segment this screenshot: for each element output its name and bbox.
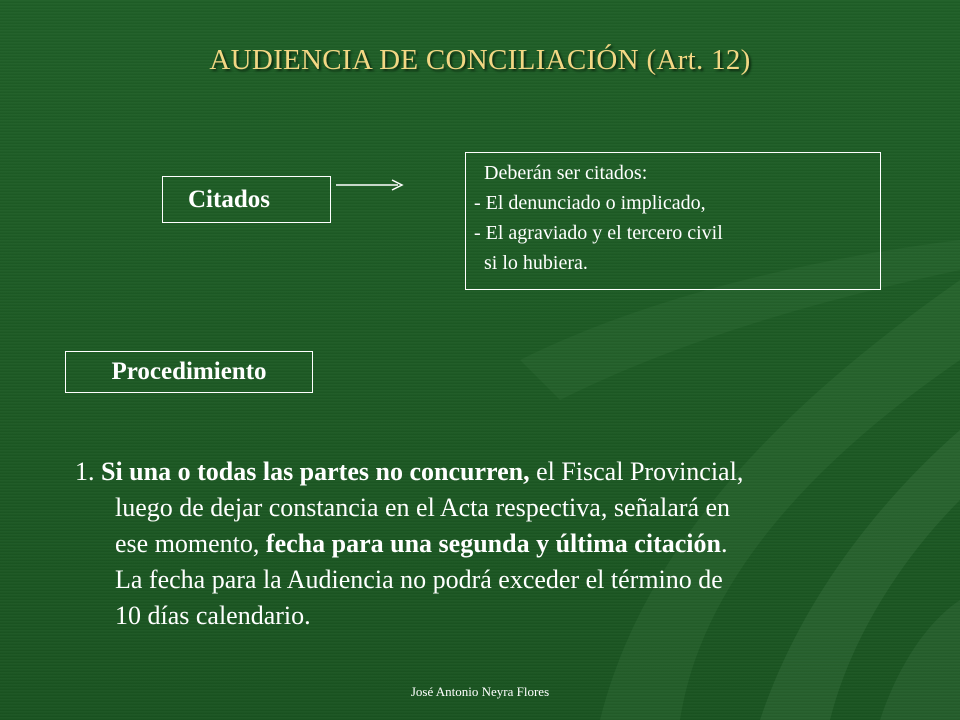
procedimiento-box bbox=[65, 351, 313, 393]
paragraph-text: ese momento, bbox=[115, 529, 266, 558]
bold-phrase: fecha para una segunda y última citación bbox=[265, 529, 721, 558]
citados-list-item: si lo hubiera. bbox=[474, 252, 588, 274]
procedimiento-label: Procedimiento bbox=[111, 358, 267, 385]
arrow-right-icon bbox=[336, 178, 406, 192]
citados-box bbox=[162, 176, 331, 223]
citados-list-heading: Deberán ser citados: bbox=[474, 162, 648, 184]
paragraph-text: luego de dejar constancia en el Acta respectiva, señalará en bbox=[115, 493, 731, 522]
procedure-paragraph bbox=[75, 454, 935, 634]
item-number: 1. bbox=[75, 457, 101, 486]
slide-title: AUDIENCIA DE CONCILIACIÓN (Art. 12) bbox=[209, 44, 751, 76]
footer-author: José Antonio Neyra Flores bbox=[410, 684, 550, 699]
paragraph-line bbox=[75, 526, 935, 562]
citados-list-box bbox=[465, 152, 881, 290]
citados-label: Citados bbox=[188, 186, 270, 213]
paragraph-line bbox=[75, 562, 935, 598]
citados-list-item: - El denunciado o implicado, bbox=[474, 192, 706, 214]
paragraph-text: el Fiscal Provincial, bbox=[529, 457, 744, 486]
paragraph-text: . bbox=[720, 529, 728, 558]
citados-list-item: - El agraviado y el tercero civil bbox=[474, 222, 723, 244]
paragraph-line bbox=[75, 454, 935, 490]
paragraph-line bbox=[75, 490, 935, 526]
bold-phrase: Si una o todas las partes no concurren, bbox=[101, 457, 530, 486]
paragraph-text: La fecha para la Audiencia no podrá exceder el término de bbox=[115, 565, 723, 594]
paragraph-text: 10 días calendario. bbox=[115, 601, 311, 630]
paragraph-line bbox=[75, 598, 935, 634]
